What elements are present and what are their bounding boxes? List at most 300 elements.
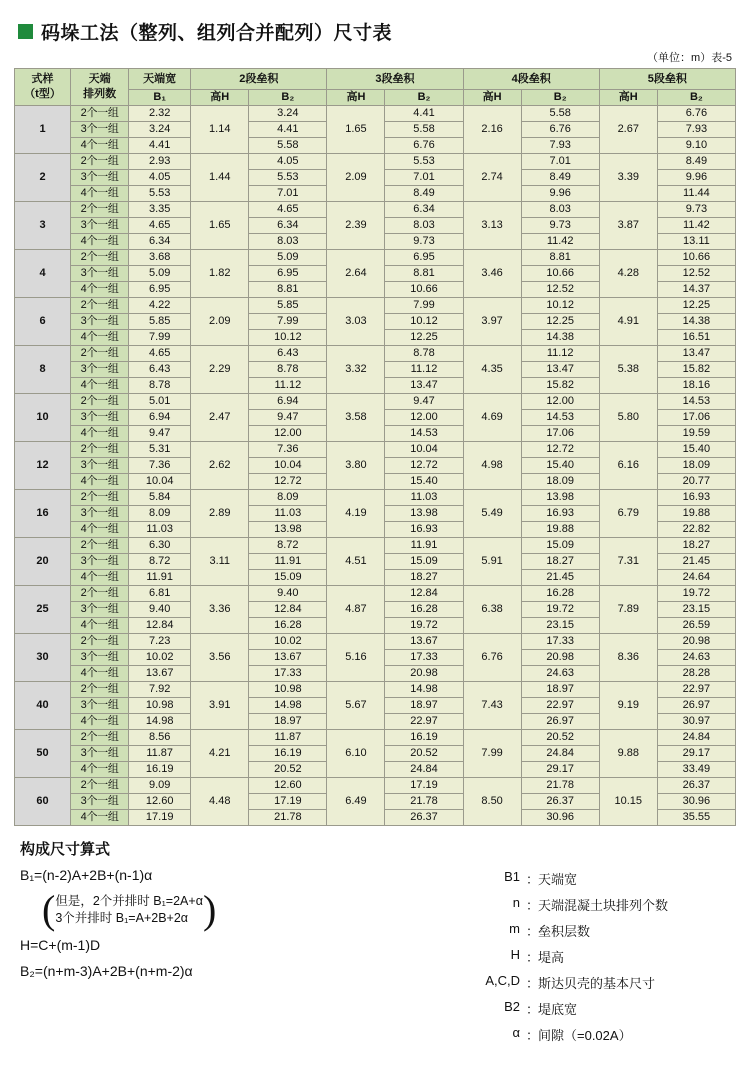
cell-b2_2: 8.09 xyxy=(249,490,327,506)
cell-b2_3: 9.73 xyxy=(385,234,463,250)
formula-equations xyxy=(20,867,450,1051)
cell-height-h4: 6.38 xyxy=(463,586,521,634)
cell-height-h5: 3.87 xyxy=(599,202,657,250)
cell-b2_3: 20.98 xyxy=(385,666,463,682)
cell-b2_4: 9.96 xyxy=(521,186,599,202)
cell-b2_5: 6.76 xyxy=(657,106,735,122)
table-row xyxy=(15,682,736,698)
cell-b1: 16.19 xyxy=(129,762,191,778)
cell-row-count: 4个一组 xyxy=(71,282,129,298)
cell-b2_2: 6.34 xyxy=(249,218,327,234)
cell-b2_4: 18.09 xyxy=(521,474,599,490)
header-b2-5: B₂ xyxy=(657,90,735,106)
cell-row-count: 4个一组 xyxy=(71,570,129,586)
cell-b2_2: 8.03 xyxy=(249,234,327,250)
cell-b2_4: 19.88 xyxy=(521,522,599,538)
cell-style: 60 xyxy=(15,778,71,826)
header-b2-4: B₂ xyxy=(521,90,599,106)
header-b2-3: B₂ xyxy=(385,90,463,106)
cell-row-count: 4个一组 xyxy=(71,330,129,346)
cell-height-h4: 7.43 xyxy=(463,682,521,730)
cell-b2_5: 30.97 xyxy=(657,714,735,730)
cell-row-count: 2个一组 xyxy=(71,682,129,698)
formula-b2: B₂=(n+m-3)A+2B+(n+m-2)α xyxy=(20,963,193,979)
cell-b2_2: 5.58 xyxy=(249,138,327,154)
cell-height-h3: 6.49 xyxy=(327,778,385,826)
cell-b2_2: 7.01 xyxy=(249,186,327,202)
cell-height-h4: 3.46 xyxy=(463,250,521,298)
cell-b2_5: 8.49 xyxy=(657,154,735,170)
cell-b2_3: 14.53 xyxy=(385,426,463,442)
cell-b2_3: 14.98 xyxy=(385,682,463,698)
cell-b2_3: 9.47 xyxy=(385,394,463,410)
cell-b1: 8.09 xyxy=(129,506,191,522)
cell-b2_2: 4.05 xyxy=(249,154,327,170)
cell-b2_3: 10.12 xyxy=(385,314,463,330)
cell-height-h4: 3.97 xyxy=(463,298,521,346)
cell-style: 4 xyxy=(15,250,71,298)
cell-b2_3: 18.27 xyxy=(385,570,463,586)
cell-height-h5: 3.39 xyxy=(599,154,657,202)
cell-row-count: 3个一组 xyxy=(71,602,129,618)
cell-row-count: 2个一组 xyxy=(71,490,129,506)
cell-b1: 5.31 xyxy=(129,442,191,458)
legend-colon: ： xyxy=(526,898,540,913)
cell-b1: 5.09 xyxy=(129,266,191,282)
cell-height-h5: 9.19 xyxy=(599,682,657,730)
cell-height-h5: 8.36 xyxy=(599,634,657,682)
cell-b2_4: 23.15 xyxy=(521,618,599,634)
cell-b1: 6.95 xyxy=(129,282,191,298)
cell-b2_3: 12.25 xyxy=(385,330,463,346)
cell-b2_4: 15.40 xyxy=(521,458,599,474)
cell-b2_2: 11.87 xyxy=(249,730,327,746)
cell-style: 25 xyxy=(15,586,71,634)
header-seg5: 5段垒积 xyxy=(599,69,735,90)
legend-text: 堤底宽 xyxy=(538,1002,578,1017)
cell-b2_4: 26.37 xyxy=(521,794,599,810)
cell-b2_4: 17.06 xyxy=(521,426,599,442)
formula-legend xyxy=(450,867,730,1051)
cell-b2_2: 9.40 xyxy=(249,586,327,602)
cell-b2_3: 7.01 xyxy=(385,170,463,186)
cell-b2_5: 9.73 xyxy=(657,202,735,218)
header-seg2: 2段垒积 xyxy=(191,69,327,90)
legend-colon: ： xyxy=(526,872,540,887)
cell-row-count: 4个一组 xyxy=(71,186,129,202)
cell-b2_5: 13.47 xyxy=(657,346,735,362)
table-row xyxy=(15,250,736,266)
cell-height-h5: 5.38 xyxy=(599,346,657,394)
legend-item xyxy=(450,999,730,1018)
cell-row-count: 2个一组 xyxy=(71,394,129,410)
cell-b2_5: 24.84 xyxy=(657,730,735,746)
cell-b2_4: 19.72 xyxy=(521,602,599,618)
cell-b1: 2.32 xyxy=(129,106,191,122)
cell-height-h4: 4.69 xyxy=(463,394,521,442)
cell-row-count: 4个一组 xyxy=(71,378,129,394)
legend-item xyxy=(450,869,730,888)
cell-height-h5: 2.67 xyxy=(599,106,657,154)
cell-b2_2: 13.98 xyxy=(249,522,327,538)
legend-symbol: B2 xyxy=(504,999,520,1014)
formula-note-inner xyxy=(55,893,203,927)
cell-b2_4: 8.03 xyxy=(521,202,599,218)
cell-height-h3: 3.03 xyxy=(327,298,385,346)
cell-b1: 7.36 xyxy=(129,458,191,474)
page-title xyxy=(18,18,736,45)
cell-height-h3: 6.10 xyxy=(327,730,385,778)
cell-row-count: 3个一组 xyxy=(71,554,129,570)
cell-height-h2: 3.36 xyxy=(191,586,249,634)
cell-style: 8 xyxy=(15,346,71,394)
cell-height-h2: 2.62 xyxy=(191,442,249,490)
legend-item xyxy=(450,1025,730,1044)
table-row xyxy=(15,202,736,218)
table-row xyxy=(15,442,736,458)
formula-note-line2: 3个并排时 B₁=A+2B+2α xyxy=(55,911,189,925)
cell-b2_2: 3.24 xyxy=(249,106,327,122)
cell-b2_5: 26.97 xyxy=(657,698,735,714)
cell-b2_2: 15.09 xyxy=(249,570,327,586)
cell-height-h3: 4.51 xyxy=(327,538,385,586)
cell-b2_3: 24.84 xyxy=(385,762,463,778)
legend-symbol: α xyxy=(512,1025,520,1040)
cell-style: 6 xyxy=(15,298,71,346)
cell-b2_2: 5.53 xyxy=(249,170,327,186)
cell-b2_3: 10.66 xyxy=(385,282,463,298)
cell-height-h4: 6.76 xyxy=(463,634,521,682)
table-head xyxy=(15,69,736,106)
header-seg3: 3段垒积 xyxy=(327,69,463,90)
cell-b2_4: 24.63 xyxy=(521,666,599,682)
cell-b2_3: 16.93 xyxy=(385,522,463,538)
legend-text: 天端宽 xyxy=(538,872,578,887)
legend-item xyxy=(450,947,730,966)
cell-b2_2: 6.95 xyxy=(249,266,327,282)
cell-b2_4: 20.98 xyxy=(521,650,599,666)
header-b2-2: B₂ xyxy=(249,90,327,106)
cell-style: 30 xyxy=(15,634,71,682)
cell-b2_2: 13.67 xyxy=(249,650,327,666)
dimension-table xyxy=(14,68,736,826)
cell-b1: 5.01 xyxy=(129,394,191,410)
cell-b2_2: 12.60 xyxy=(249,778,327,794)
cell-row-count: 2个一组 xyxy=(71,730,129,746)
cell-b2_5: 13.11 xyxy=(657,234,735,250)
cell-row-count: 3个一组 xyxy=(71,506,129,522)
cell-b2_5: 10.66 xyxy=(657,250,735,266)
table-row xyxy=(15,490,736,506)
cell-row-count: 2个一组 xyxy=(71,298,129,314)
cell-b2_2: 9.47 xyxy=(249,410,327,426)
cell-row-count: 3个一组 xyxy=(71,314,129,330)
cell-b2_5: 18.27 xyxy=(657,538,735,554)
table-row xyxy=(15,730,736,746)
cell-row-count: 4个一组 xyxy=(71,522,129,538)
cell-b2_4: 11.42 xyxy=(521,234,599,250)
cell-height-h4: 2.16 xyxy=(463,106,521,154)
table-row xyxy=(15,346,736,362)
cell-b1: 17.19 xyxy=(129,810,191,826)
cell-b1: 4.41 xyxy=(129,138,191,154)
table-row xyxy=(15,778,736,794)
cell-b2_5: 16.93 xyxy=(657,490,735,506)
cell-b2_4: 12.52 xyxy=(521,282,599,298)
cell-b1: 12.60 xyxy=(129,794,191,810)
cell-row-count: 4个一组 xyxy=(71,714,129,730)
cell-b2_5: 11.44 xyxy=(657,186,735,202)
cell-b2_4: 12.25 xyxy=(521,314,599,330)
cell-b2_4: 13.98 xyxy=(521,490,599,506)
cell-row-count: 2个一组 xyxy=(71,346,129,362)
cell-b2_3: 4.41 xyxy=(385,106,463,122)
cell-b2_2: 7.36 xyxy=(249,442,327,458)
cell-row-count: 2个一组 xyxy=(71,778,129,794)
table-row xyxy=(15,106,736,122)
cell-b1: 10.98 xyxy=(129,698,191,714)
cell-b2_2: 5.09 xyxy=(249,250,327,266)
legend-text: 间隙（=0.02A） xyxy=(538,1028,632,1043)
cell-b2_4: 15.82 xyxy=(521,378,599,394)
legend-symbol: H xyxy=(510,947,520,962)
cell-b2_3: 13.47 xyxy=(385,378,463,394)
cell-row-count: 4个一组 xyxy=(71,762,129,778)
formula-heading: 构成尺寸算式 xyxy=(20,841,111,858)
cell-b2_2: 5.85 xyxy=(249,298,327,314)
cell-b1: 4.05 xyxy=(129,170,191,186)
cell-b2_4: 11.12 xyxy=(521,346,599,362)
cell-b2_3: 19.72 xyxy=(385,618,463,634)
cell-b2_3: 20.52 xyxy=(385,746,463,762)
cell-b2_5: 26.37 xyxy=(657,778,735,794)
cell-b2_3: 22.97 xyxy=(385,714,463,730)
cell-height-h5: 6.79 xyxy=(599,490,657,538)
cell-b2_2: 10.02 xyxy=(249,634,327,650)
formula-h: H=C+(m-1)D xyxy=(20,937,101,953)
cell-b2_4: 16.93 xyxy=(521,506,599,522)
legend-colon: ： xyxy=(526,1002,540,1017)
cell-row-count: 4个一组 xyxy=(71,474,129,490)
table-row xyxy=(15,538,736,554)
cell-b2_2: 6.94 xyxy=(249,394,327,410)
cell-b1: 10.04 xyxy=(129,474,191,490)
legend-text: 堤高 xyxy=(538,950,565,965)
table-row xyxy=(15,394,736,410)
legend-symbol: A,C,D xyxy=(485,973,520,988)
cell-b2_3: 8.78 xyxy=(385,346,463,362)
cell-row-count: 2个一组 xyxy=(71,586,129,602)
cell-row-count: 4个一组 xyxy=(71,666,129,682)
cell-height-h5: 4.91 xyxy=(599,298,657,346)
cell-b2_4: 18.27 xyxy=(521,554,599,570)
cell-height-h3: 4.19 xyxy=(327,490,385,538)
cell-b2_3: 13.67 xyxy=(385,634,463,650)
cell-b2_3: 12.84 xyxy=(385,586,463,602)
cell-b2_3: 7.99 xyxy=(385,298,463,314)
cell-b2_5: 21.45 xyxy=(657,554,735,570)
cell-b1: 3.35 xyxy=(129,202,191,218)
header-style xyxy=(15,69,71,106)
cell-b2_4: 12.00 xyxy=(521,394,599,410)
cell-b2_2: 12.84 xyxy=(249,602,327,618)
cell-height-h2: 2.47 xyxy=(191,394,249,442)
cell-b2_3: 5.58 xyxy=(385,122,463,138)
cell-b2_5: 20.98 xyxy=(657,634,735,650)
cell-row-count: 2个一组 xyxy=(71,202,129,218)
cell-b1: 5.84 xyxy=(129,490,191,506)
cell-b2_5: 30.96 xyxy=(657,794,735,810)
cell-b1: 9.47 xyxy=(129,426,191,442)
cell-row-count: 4个一组 xyxy=(71,810,129,826)
table-body xyxy=(15,106,736,826)
cell-b2_5: 19.88 xyxy=(657,506,735,522)
cell-style: 50 xyxy=(15,730,71,778)
header-b1: B₁ xyxy=(129,90,191,106)
cell-b2_5: 12.52 xyxy=(657,266,735,282)
bullet-square-icon xyxy=(18,24,33,39)
cell-row-count: 3个一组 xyxy=(71,170,129,186)
cell-height-h5: 10.15 xyxy=(599,778,657,826)
cell-b1: 5.85 xyxy=(129,314,191,330)
legend-colon: ： xyxy=(526,950,540,965)
cell-b2_5: 22.82 xyxy=(657,522,735,538)
cell-b2_3: 10.04 xyxy=(385,442,463,458)
cell-b2_5: 29.17 xyxy=(657,746,735,762)
cell-height-h3: 3.32 xyxy=(327,346,385,394)
legend-item xyxy=(450,973,730,992)
cell-b2_5: 14.37 xyxy=(657,282,735,298)
cell-b2_4: 6.76 xyxy=(521,122,599,138)
cell-height-h4: 5.49 xyxy=(463,490,521,538)
cell-b1: 9.09 xyxy=(129,778,191,794)
cell-b2_5: 19.59 xyxy=(657,426,735,442)
legend-text: 斯达贝壳的基本尺寸 xyxy=(538,976,656,991)
cell-b2_3: 6.95 xyxy=(385,250,463,266)
cell-b2_5: 24.64 xyxy=(657,570,735,586)
cell-b1: 5.53 xyxy=(129,186,191,202)
cell-height-h5: 9.88 xyxy=(599,730,657,778)
cell-b2_4: 15.09 xyxy=(521,538,599,554)
cell-b1: 7.23 xyxy=(129,634,191,650)
table-row xyxy=(15,634,736,650)
cell-height-h5: 4.28 xyxy=(599,250,657,298)
cell-row-count: 3个一组 xyxy=(71,266,129,282)
cell-height-h5: 6.16 xyxy=(599,442,657,490)
cell-b1: 14.98 xyxy=(129,714,191,730)
cell-b1: 10.02 xyxy=(129,650,191,666)
cell-b2_5: 11.42 xyxy=(657,218,735,234)
cell-b2_5: 22.97 xyxy=(657,682,735,698)
page-title-text: 码垛工法（整列、组列合并配列）尺寸表 xyxy=(41,23,393,44)
cell-b2_3: 17.19 xyxy=(385,778,463,794)
cell-b2_5: 15.40 xyxy=(657,442,735,458)
cell-b2_4: 13.47 xyxy=(521,362,599,378)
cell-b1: 4.22 xyxy=(129,298,191,314)
cell-b2_4: 16.28 xyxy=(521,586,599,602)
cell-b2_4: 24.84 xyxy=(521,746,599,762)
cell-height-h2: 2.09 xyxy=(191,298,249,346)
cell-b2_5: 19.72 xyxy=(657,586,735,602)
legend-colon: ： xyxy=(526,1028,540,1043)
cell-b1: 8.78 xyxy=(129,378,191,394)
unit-note: （单位：m）表-5 xyxy=(647,52,732,64)
cell-b1: 6.43 xyxy=(129,362,191,378)
cell-height-h2: 1.44 xyxy=(191,154,249,202)
cell-style: 12 xyxy=(15,442,71,490)
cell-b2_3: 13.98 xyxy=(385,506,463,522)
cell-b2_5: 23.15 xyxy=(657,602,735,618)
cell-b2_2: 16.19 xyxy=(249,746,327,762)
legend-symbol: B1 xyxy=(504,869,520,884)
cell-b1: 11.87 xyxy=(129,746,191,762)
header-top-width: 天端宽 xyxy=(129,69,191,90)
cell-b2_4: 26.97 xyxy=(521,714,599,730)
cell-b2_2: 14.98 xyxy=(249,698,327,714)
cell-b2_3: 17.33 xyxy=(385,650,463,666)
legend-item xyxy=(450,895,730,914)
cell-b1: 7.99 xyxy=(129,330,191,346)
cell-height-h4: 8.50 xyxy=(463,778,521,826)
header-seg4: 4段垒积 xyxy=(463,69,599,90)
legend-item xyxy=(450,921,730,940)
header-h-4: 高H xyxy=(463,90,521,106)
cell-b2_2: 8.72 xyxy=(249,538,327,554)
cell-row-count: 3个一组 xyxy=(71,794,129,810)
cell-b2_2: 10.98 xyxy=(249,682,327,698)
cell-height-h2: 4.48 xyxy=(191,778,249,826)
cell-b2_2: 11.03 xyxy=(249,506,327,522)
cell-b2_3: 16.28 xyxy=(385,602,463,618)
cell-style: 16 xyxy=(15,490,71,538)
header-h-3: 高H xyxy=(327,90,385,106)
cell-b1: 3.68 xyxy=(129,250,191,266)
cell-b2_5: 9.10 xyxy=(657,138,735,154)
cell-b1: 6.30 xyxy=(129,538,191,554)
cell-row-count: 4个一组 xyxy=(71,618,129,634)
cell-b2_4: 12.72 xyxy=(521,442,599,458)
cell-height-h3: 2.09 xyxy=(327,154,385,202)
cell-height-h3: 2.39 xyxy=(327,202,385,250)
cell-b2_2: 16.28 xyxy=(249,618,327,634)
cell-style: 2 xyxy=(15,154,71,202)
legend-colon: ： xyxy=(526,976,540,991)
cell-b2_3: 18.97 xyxy=(385,698,463,714)
cell-height-h3: 1.65 xyxy=(327,106,385,154)
cell-b1: 4.65 xyxy=(129,346,191,362)
cell-b2_5: 24.63 xyxy=(657,650,735,666)
cell-b2_5: 35.55 xyxy=(657,810,735,826)
header-style-line2: （t型） xyxy=(24,88,61,100)
cell-b2_2: 8.78 xyxy=(249,362,327,378)
cell-b2_2: 11.12 xyxy=(249,378,327,394)
cell-b2_5: 14.53 xyxy=(657,394,735,410)
cell-height-h2: 1.14 xyxy=(191,106,249,154)
cell-b2_4: 14.38 xyxy=(521,330,599,346)
cell-b2_3: 15.09 xyxy=(385,554,463,570)
cell-b2_2: 4.65 xyxy=(249,202,327,218)
cell-b2_2: 4.41 xyxy=(249,122,327,138)
cell-height-h2: 2.29 xyxy=(191,346,249,394)
cell-b2_3: 8.81 xyxy=(385,266,463,282)
cell-b2_2: 12.00 xyxy=(249,426,327,442)
cell-row-count: 4个一组 xyxy=(71,138,129,154)
cell-b1: 6.94 xyxy=(129,410,191,426)
cell-height-h2: 2.89 xyxy=(191,490,249,538)
cell-b2_3: 11.12 xyxy=(385,362,463,378)
cell-b2_3: 26.37 xyxy=(385,810,463,826)
cell-b1: 12.84 xyxy=(129,618,191,634)
